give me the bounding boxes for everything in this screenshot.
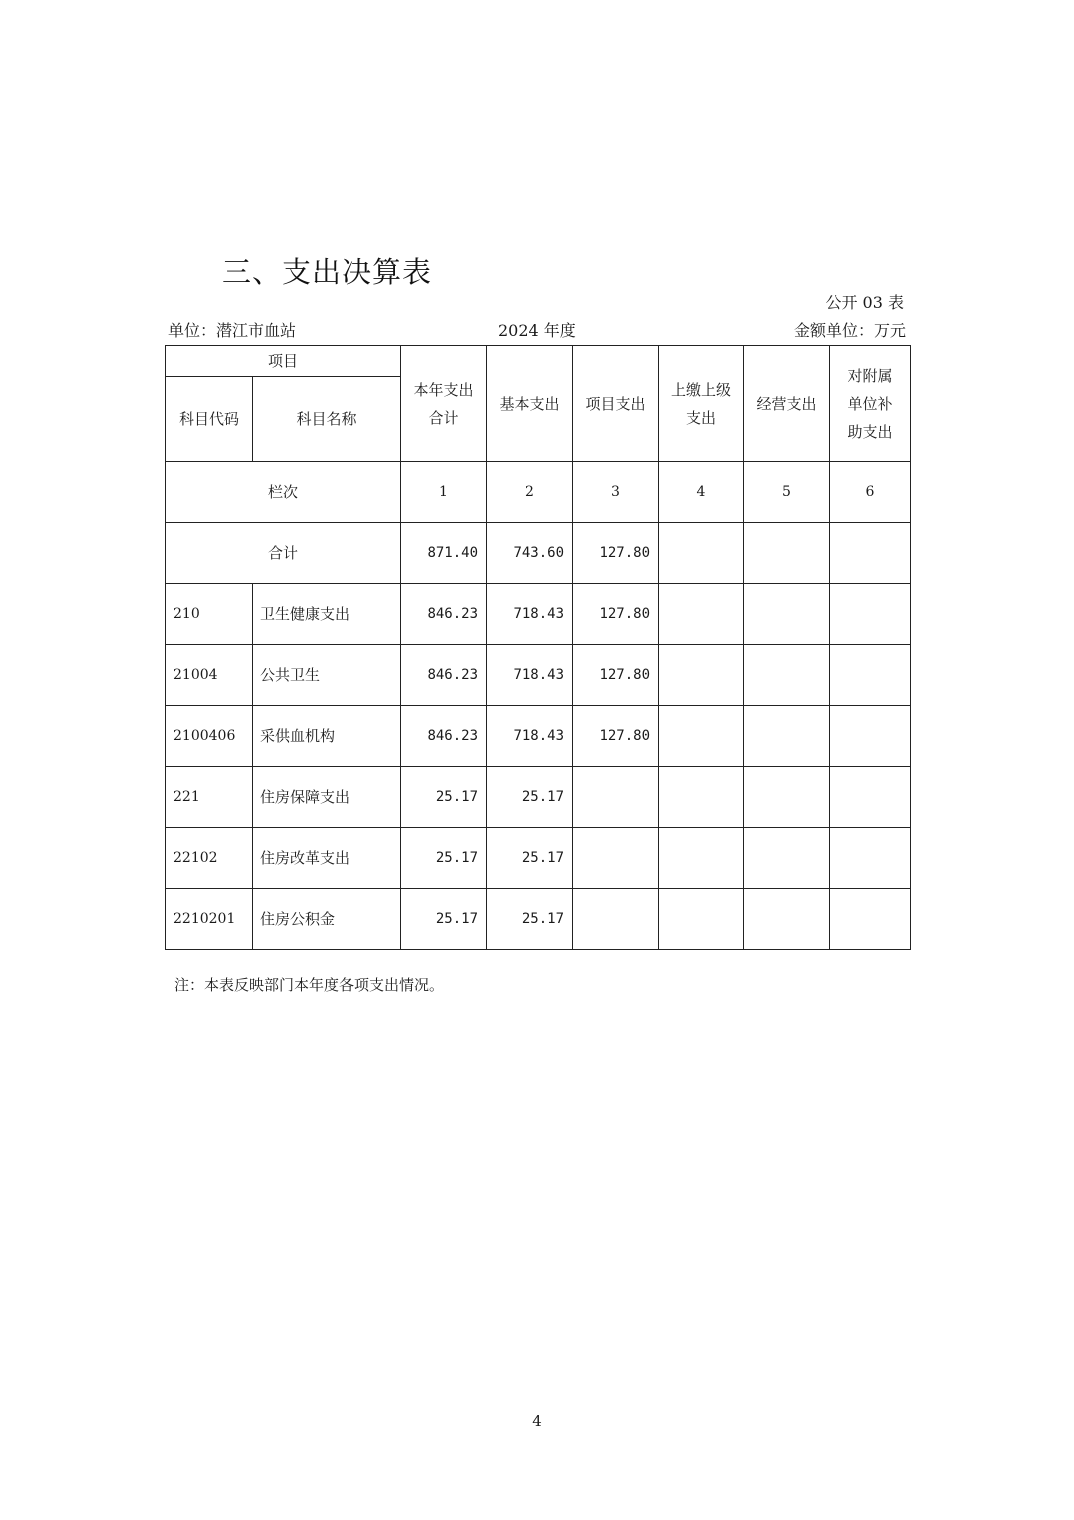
table-cell: 127.80: [573, 645, 659, 706]
table-cell: [830, 523, 911, 584]
table-cell: [744, 767, 830, 828]
table-cell: [573, 767, 659, 828]
column-number: 4: [659, 462, 744, 523]
table-cell: 846.23: [401, 706, 487, 767]
header-subsidiary-subsidy: 对附属 单位补 助支出: [830, 346, 911, 462]
table-note: 注：本表反映部门本年度各项支出情况。: [174, 976, 445, 994]
table-cell: 846.23: [401, 645, 487, 706]
table-cell: 25.17: [487, 767, 573, 828]
column-number: 1: [401, 462, 487, 523]
expenditure-table: [165, 345, 911, 950]
table-cell: [830, 645, 911, 706]
subject-name-cell: 卫生健康支出: [253, 584, 401, 645]
table-cell: [659, 523, 744, 584]
total-label: 合计: [166, 523, 401, 584]
table-cell: 127.80: [573, 523, 659, 584]
table-cell: [830, 584, 911, 645]
table-cell: [830, 767, 911, 828]
table-cell: 846.23: [401, 584, 487, 645]
table-cell: 718.43: [487, 645, 573, 706]
table-cell: [659, 584, 744, 645]
table-cell: [830, 889, 911, 950]
page-number: 4: [532, 1412, 542, 1430]
table-cell: [744, 889, 830, 950]
table-row: [166, 706, 911, 767]
table-cell: 25.17: [487, 828, 573, 889]
table-row: [166, 828, 911, 889]
table-cell: [744, 645, 830, 706]
money-unit-label: 金额单位：万元: [793, 321, 906, 340]
header-subject-name: 科目名称: [253, 377, 401, 462]
table-cell: [573, 828, 659, 889]
form-number: 公开 03 表: [825, 293, 904, 312]
column-number: 2: [487, 462, 573, 523]
table-cell: 718.43: [487, 706, 573, 767]
table-row: [166, 767, 911, 828]
subject-code-cell: 2100406: [166, 706, 253, 767]
table-row: [166, 645, 911, 706]
table-cell: 25.17: [401, 767, 487, 828]
column-number: 5: [744, 462, 830, 523]
subject-name-cell: 住房保障支出: [253, 767, 401, 828]
subject-code-cell: 21004: [166, 645, 253, 706]
table-cell: [744, 523, 830, 584]
subject-code-cell: 221: [166, 767, 253, 828]
table-cell: [830, 706, 911, 767]
subject-name-cell: 公共卫生: [253, 645, 401, 706]
total-row: [166, 523, 911, 584]
year-label: 2024 年度: [498, 321, 576, 340]
column-number-row: [166, 462, 911, 523]
table-cell: 718.43: [487, 584, 573, 645]
subject-code-cell: 22102: [166, 828, 253, 889]
table-cell: 871.40: [401, 523, 487, 584]
subject-name-cell: 采供血机构: [253, 706, 401, 767]
column-number: 6: [830, 462, 911, 523]
column-number-label: 栏次: [166, 462, 401, 523]
table-cell: 25.17: [401, 889, 487, 950]
column-number: 3: [573, 462, 659, 523]
header-subject-code: 科目代码: [166, 377, 253, 462]
table-cell: 25.17: [401, 828, 487, 889]
table-cell: 127.80: [573, 706, 659, 767]
header-basic-expenditure: 基本支出: [487, 346, 573, 462]
table-cell: [830, 828, 911, 889]
table-row: [166, 584, 911, 645]
table-cell: [744, 584, 830, 645]
header-operating-expenditure: 经营支出: [744, 346, 830, 462]
table-cell: 25.17: [487, 889, 573, 950]
subject-name-cell: 住房公积金: [253, 889, 401, 950]
subject-code-cell: 210: [166, 584, 253, 645]
page-title: 三、支出决算表: [222, 255, 433, 289]
table-row: [166, 889, 911, 950]
header-upper-remittance: 上缴上级 支出: [659, 346, 744, 462]
table-cell: [659, 767, 744, 828]
table-cell: 127.80: [573, 584, 659, 645]
table-cell: [659, 889, 744, 950]
table-cell: [659, 706, 744, 767]
header-total-expenditure: 本年支出 合计: [401, 346, 487, 462]
subject-code-cell: 2210201: [166, 889, 253, 950]
table-cell: [659, 828, 744, 889]
table-cell: 743.60: [487, 523, 573, 584]
header-project-expenditure: 项目支出: [573, 346, 659, 462]
unit-label: 单位：潜江市血站: [168, 321, 297, 340]
table-cell: [659, 645, 744, 706]
table-meta-row: [168, 318, 906, 342]
table-cell: [573, 889, 659, 950]
subject-name-cell: 住房改革支出: [253, 828, 401, 889]
table-cell: [744, 828, 830, 889]
table-cell: [744, 706, 830, 767]
header-item: 项目: [166, 346, 401, 377]
